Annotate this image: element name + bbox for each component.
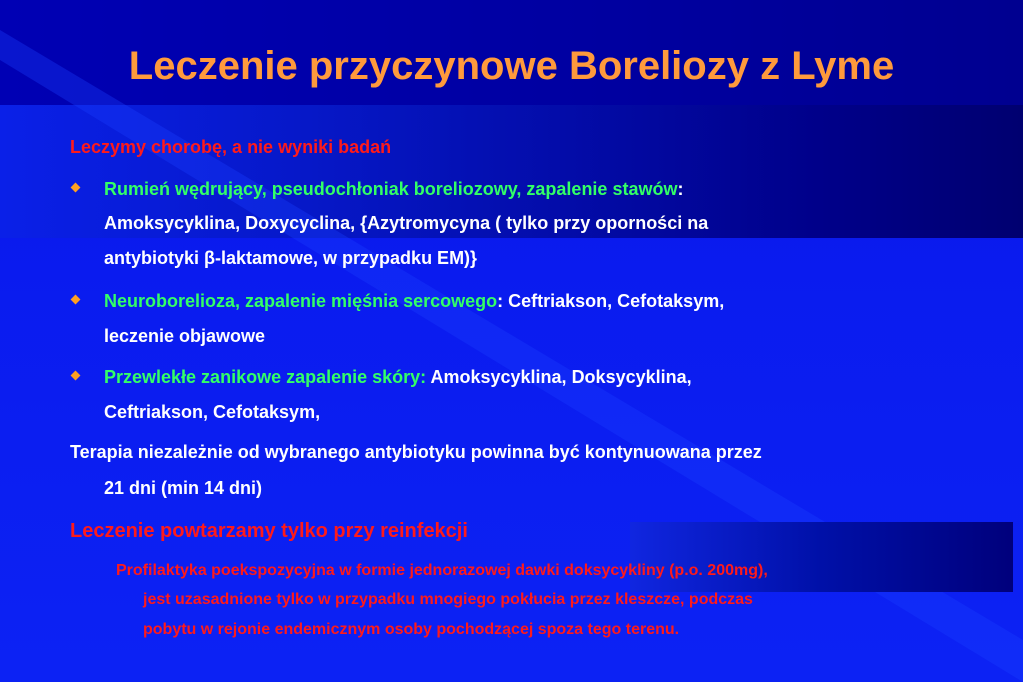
bullet-3-rest: Amoksycyklina, Doksycyklina, — [426, 367, 692, 387]
bullet-1-line: antybiotyki β-laktamowe, w przypadku EM)} — [104, 248, 478, 268]
bullet-3-highlight: Przewlekłe zanikowe zapalenie skóry: — [104, 367, 427, 387]
bullet-3-first-line — [104, 366, 692, 388]
bullet-2-highlight: Neuroborelioza, zapalenie mięśnia sercowego — [104, 291, 498, 311]
prophylaxis-line: jest uzasadnione tylko w przypadku mnogiego pokłucia przez kleszcze, podczas — [143, 591, 753, 608]
reinfection-text: Leczenie powtarzamy tylko przy reinfekcji — [70, 520, 468, 542]
bullet-1-colon: : — [677, 179, 684, 199]
slide-title: Leczenie przyczynowe Boreliozy z Lyme — [128, 44, 895, 88]
bullet-1-first-line — [104, 178, 683, 200]
bullet-2-line: leczenie objawowe — [104, 326, 266, 346]
prophylaxis-line: Profilaktyka poekspozycyjna w formie jednorazowej dawki doksycykliny (p.o. 200mg), — [116, 562, 768, 579]
bullet-1-line: Amoksycyklina, Doxycyclina, {Azytromycyna ( tylko przy oporności na — [104, 213, 709, 233]
bullet-1-highlight: Rumień wędrujący, pseudochłoniak boreliozowy, zapalenie stawów — [104, 179, 678, 199]
therapy-line-1: Terapia niezależnie od wybranego antybiotyku powinna być kontynuowana przez — [70, 442, 762, 462]
prophylaxis-line: pobytu w rejonie endemicznym osoby pochodzącej spoza tego terenu. — [143, 621, 680, 638]
therapy-line-2: 21 dni (min 14 dni) — [104, 478, 263, 498]
corner-rectangle — [630, 522, 1013, 592]
bullet-3-line: Ceftriakson, Cefotaksym, — [104, 402, 321, 422]
bullet-2-rest: : Ceftriakson, Cefotaksym, — [497, 291, 725, 311]
intro-text: Leczymy chorobę, a nie wyniki badań — [70, 137, 392, 157]
bullet-2-first-line — [104, 290, 724, 312]
